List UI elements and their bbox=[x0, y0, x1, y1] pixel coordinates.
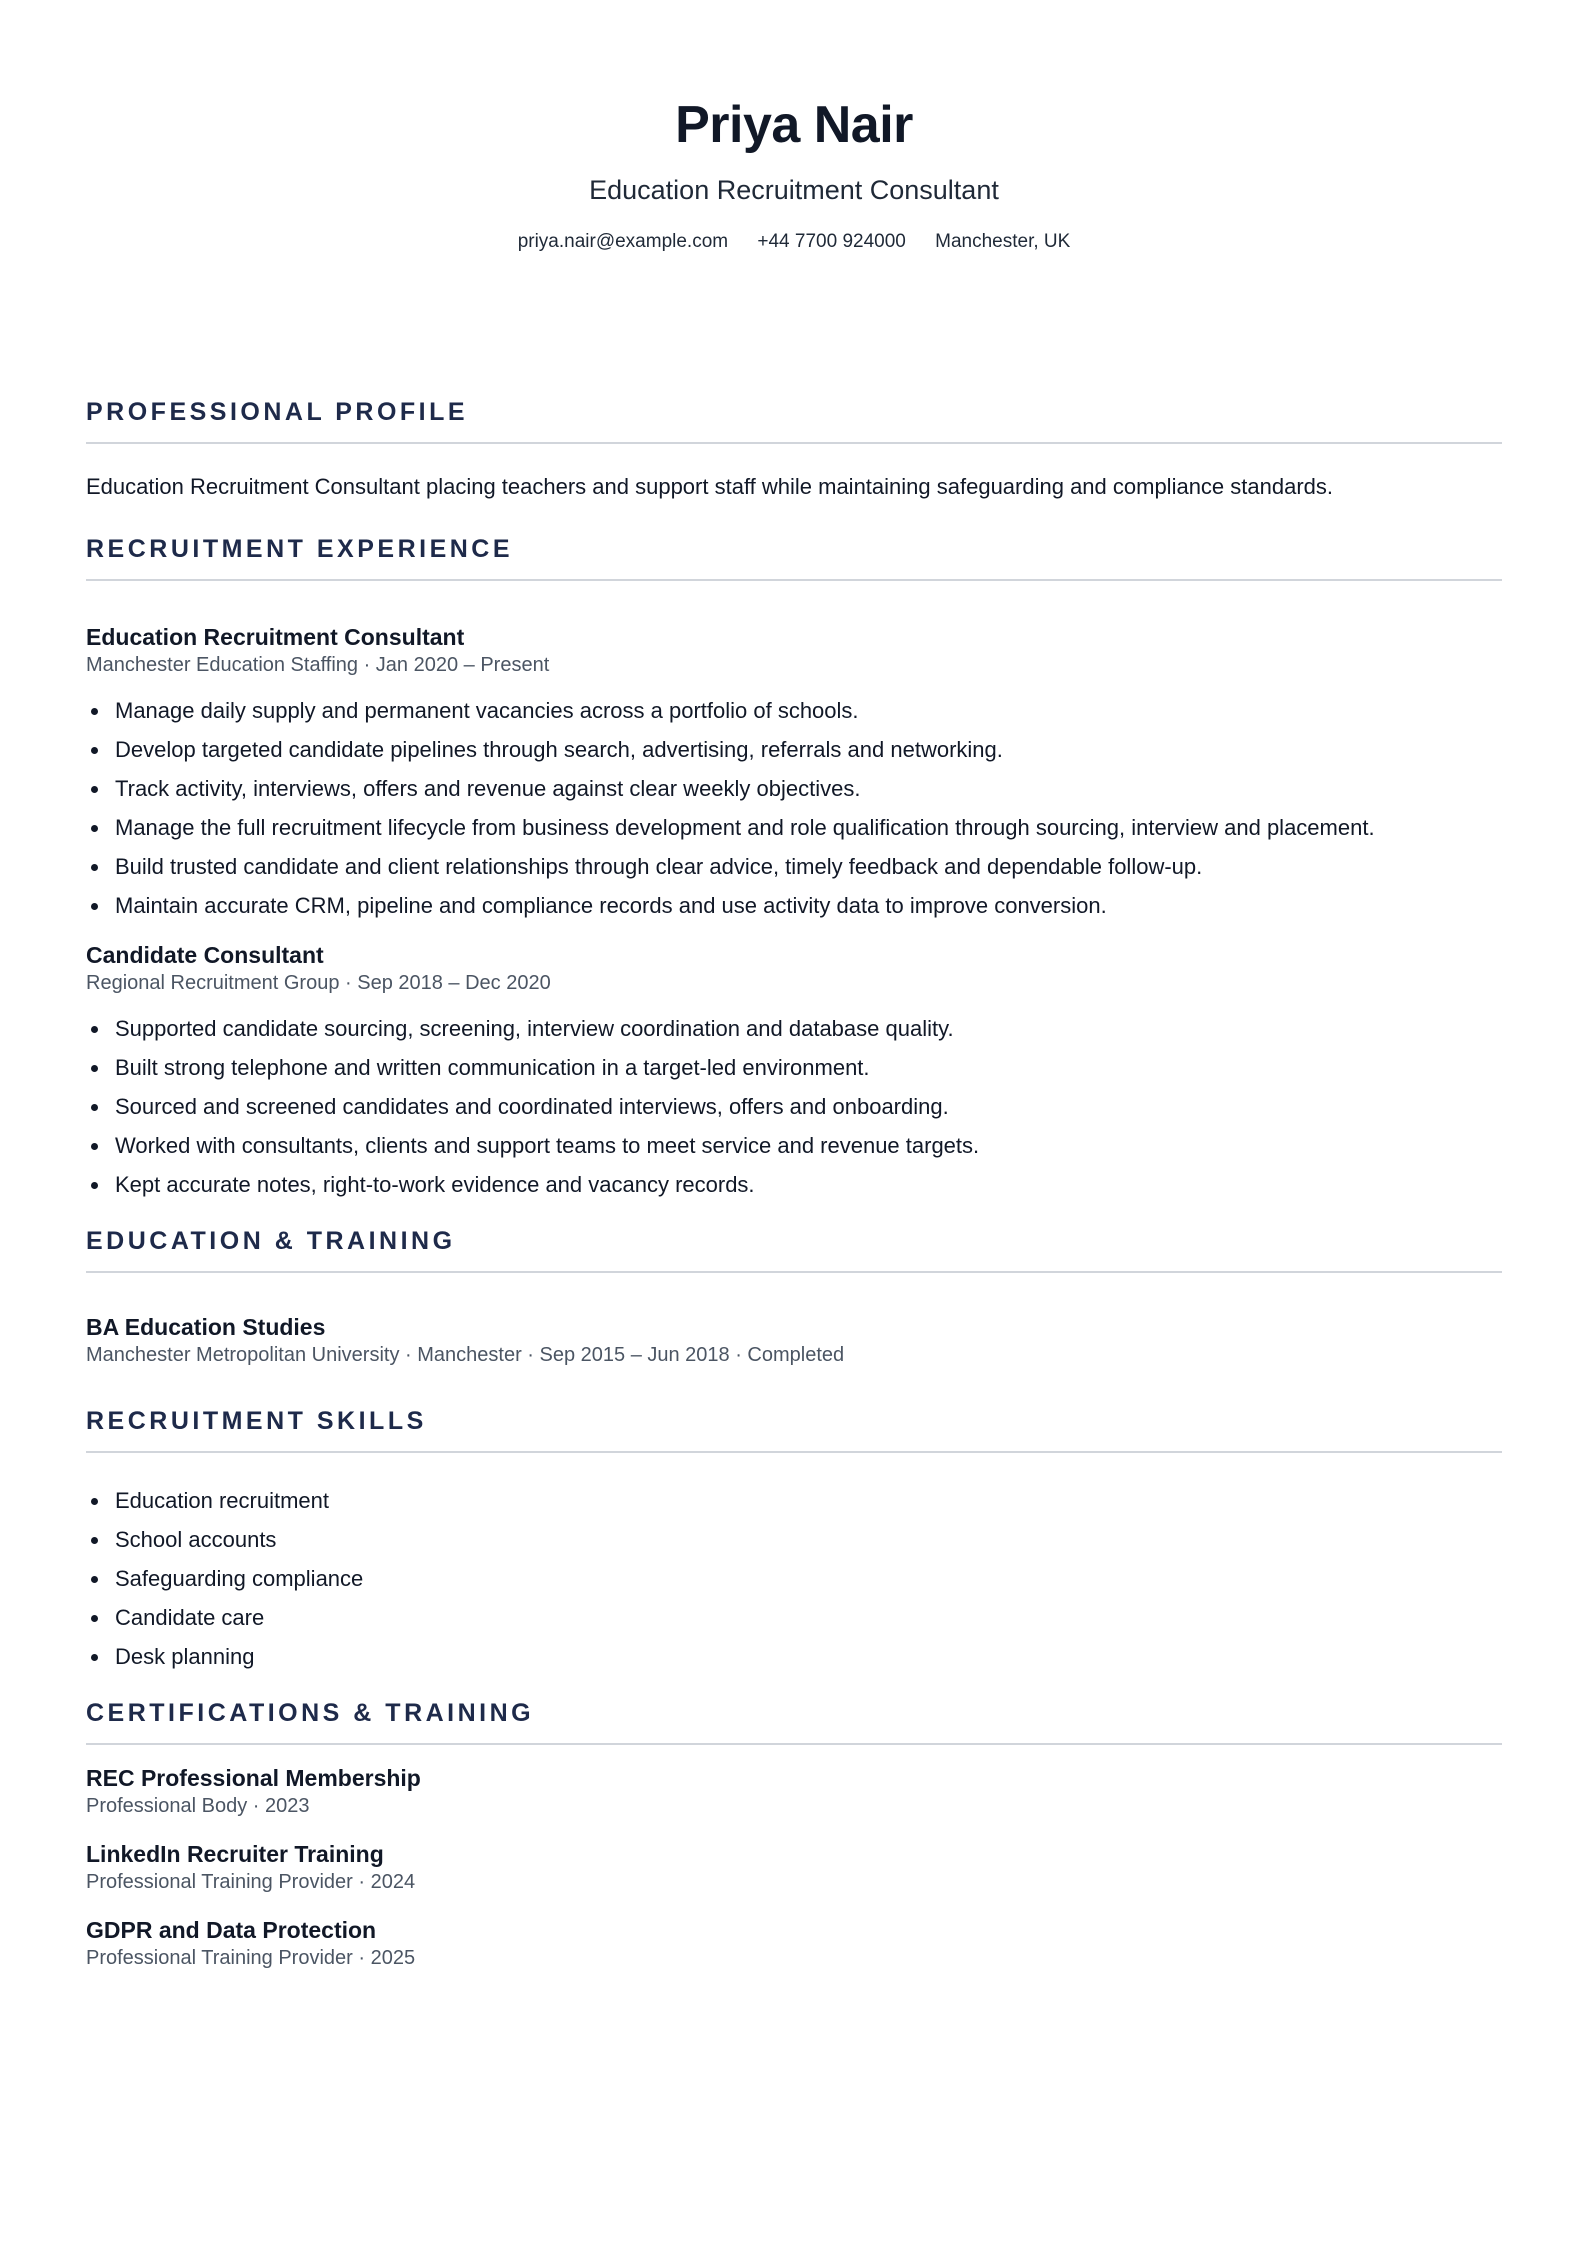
list-item: Maintain accurate CRM, pipeline and compliance records and use activity data to improve conversion. bbox=[86, 886, 1502, 925]
degree-meta: Manchester Metropolitan University · Manchester · Sep 2015 – Jun 2018 · Completed bbox=[86, 1344, 845, 1366]
certification-entry bbox=[86, 1763, 1502, 1819]
education-entry bbox=[86, 1312, 1502, 1368]
list-item: Built strong telephone and written communication in a target-led environment. bbox=[86, 1048, 1502, 1087]
section-divider bbox=[86, 579, 1502, 581]
job-bullets bbox=[86, 1009, 1502, 1204]
list-item: Manage daily supply and permanent vacancies across a portfolio of schools. bbox=[86, 691, 1502, 730]
certification-meta: Professional Body · 2023 bbox=[86, 1795, 310, 1817]
list-item: Desk planning bbox=[86, 1637, 1502, 1676]
job-meta: Manchester Education Staffing · Jan 2020 – Present bbox=[86, 654, 550, 676]
candidate-name: Priya Nair bbox=[675, 96, 913, 154]
job-entry bbox=[86, 940, 1502, 1204]
section-heading-experience: RECRUITMENT EXPERIENCE bbox=[86, 535, 514, 563]
contact-line bbox=[86, 230, 1502, 254]
list-item: Develop targeted candidate pipelines through search, advertising, referrals and networking. bbox=[86, 730, 1502, 769]
section-divider bbox=[86, 442, 1502, 444]
job-entry bbox=[86, 622, 1502, 925]
list-item: Build trusted candidate and client relationships through clear advice, timely feedback and dependable follow-up. bbox=[86, 847, 1502, 886]
list-item: Track activity, interviews, offers and revenue against clear weekly objectives. bbox=[86, 769, 1502, 808]
section-heading-certifications: CERTIFICATIONS & TRAINING bbox=[86, 1699, 535, 1727]
section-divider bbox=[86, 1451, 1502, 1453]
certification-title: GDPR and Data Protection bbox=[86, 1917, 377, 1943]
certification-meta: Professional Training Provider · 2025 bbox=[86, 1947, 416, 1969]
list-item: Manage the full recruitment lifecycle from business development and role qualification through sourcing, interview and placement. bbox=[86, 808, 1502, 847]
profile-summary: Education Recruitment Consultant placing teachers and support staff while maintaining safeguarding and compliance standards. bbox=[86, 474, 1334, 499]
certification-meta: Professional Training Provider · 2024 bbox=[86, 1871, 416, 1893]
degree-title: BA Education Studies bbox=[86, 1314, 326, 1340]
contact-phone[interactable]: +44 7700 924000 bbox=[757, 231, 906, 252]
section-profile bbox=[86, 396, 1502, 502]
certification-title: REC Professional Membership bbox=[86, 1765, 421, 1791]
section-divider bbox=[86, 1743, 1502, 1745]
certification-entry bbox=[86, 1915, 1502, 1971]
list-item: Worked with consultants, clients and support teams to meet service and revenue targets. bbox=[86, 1126, 1502, 1165]
list-item: Candidate care bbox=[86, 1598, 1502, 1637]
section-skills bbox=[86, 1405, 1502, 1676]
job-bullets bbox=[86, 691, 1502, 925]
certification-title: LinkedIn Recruiter Training bbox=[86, 1841, 384, 1867]
section-heading-profile: PROFESSIONAL PROFILE bbox=[86, 398, 469, 426]
contact-location: Manchester, UK bbox=[935, 231, 1071, 252]
section-heading-skills: RECRUITMENT SKILLS bbox=[86, 1407, 427, 1435]
list-item: Supported candidate sourcing, screening, interview coordination and database quality. bbox=[86, 1009, 1502, 1048]
job-title: Candidate Consultant bbox=[86, 942, 324, 968]
list-item: Education recruitment bbox=[86, 1481, 1502, 1520]
list-item: Safeguarding compliance bbox=[86, 1559, 1502, 1598]
candidate-title: Education Recruitment Consultant bbox=[589, 175, 999, 205]
certification-entry bbox=[86, 1839, 1502, 1895]
resume-header bbox=[86, 0, 1502, 254]
job-title: Education Recruitment Consultant bbox=[86, 624, 465, 650]
list-item: School accounts bbox=[86, 1520, 1502, 1559]
list-item: Sourced and screened candidates and coordinated interviews, offers and onboarding. bbox=[86, 1087, 1502, 1126]
job-meta: Regional Recruitment Group · Sep 2018 – Dec 2020 bbox=[86, 972, 551, 994]
section-heading-education: EDUCATION & TRAINING bbox=[86, 1227, 456, 1255]
section-divider bbox=[86, 1271, 1502, 1273]
section-experience bbox=[86, 533, 1502, 1204]
section-education bbox=[86, 1225, 1502, 1368]
skills-list bbox=[86, 1481, 1502, 1676]
list-item: Kept accurate notes, right-to-work evidence and vacancy records. bbox=[86, 1165, 1502, 1204]
contact-email[interactable]: priya.nair@example.com bbox=[517, 231, 729, 252]
section-certifications bbox=[86, 1697, 1502, 1971]
